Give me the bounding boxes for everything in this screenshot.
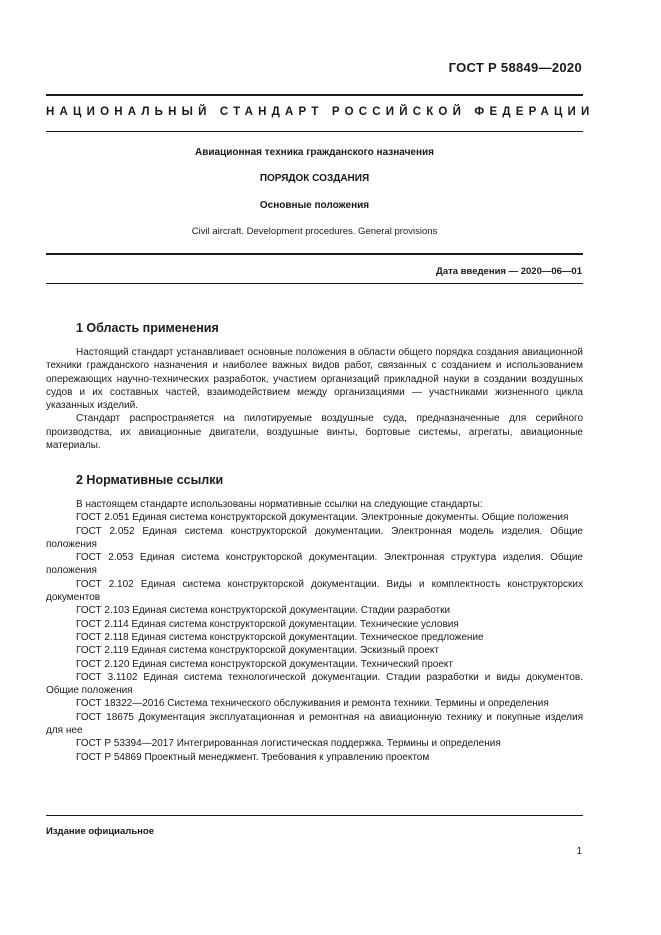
references-intro: В настоящем стандарте использованы нормативные ссылки на следующие стандарты: (76, 499, 483, 510)
reference-item: ГОСТ 2.053 Единая система конструкторской документации. Электронная структура изделия. Общие положения (46, 552, 583, 577)
reference-item: ГОСТ Р 53394—2017 Интегрированная логистическая поддержка. Термины и определения (76, 738, 501, 750)
reference-item: ГОСТ 2.102 Единая система конструкторской документации. Виды и комплектность конструкторских документов (46, 578, 583, 604)
reference-item: ГОСТ 2.118 Единая система конструкторской документации. Техническое предложение (76, 631, 484, 643)
reference-item: ГОСТ 3.1102 Единая система технологической документации. Стадии разработки и виды документов. Общие положения (46, 671, 583, 697)
reference-item: ГОСТ 2.052 Единая система конструкторской документации. Электронная модель изделия. Общие положения (46, 525, 583, 550)
section-1-paragraph: Настоящий стандарт устанавливает основные положения в области общего порядка создания авиационной техники гражданского назначения и наиболее важных видов работ, связанных с созданием и использованием опережающих научно-технических разработок, участием организаций прикладной науки в создании воздушных судов и их составных частей, взаимодействием между организациями — участниками жизненного цикла указанных изделий. (46, 347, 583, 412)
page-number: 1 (576, 846, 582, 857)
banner-rule (46, 131, 583, 132)
official-edition-label: Издание официальное (46, 826, 154, 837)
section-1-paragraph: Стандарт распространяется на пилотируемые воздушные суда, предназначенные для серийного производства, их авиационные двигатели, воздушные винты, бортовые системы, агрегаты, авиационные материалы. (46, 413, 583, 452)
section-1-body (46, 346, 583, 452)
title-line-1: Авиационная техника гражданского назначения (195, 147, 434, 158)
reference-item: ГОСТ 18675 Документация эксплуатационная и ремонтная на авиационную технику и покупные изделия для нее (46, 711, 583, 737)
top-rule (46, 94, 583, 96)
section-1-heading: 1 Область применения (76, 321, 219, 335)
reference-item: ГОСТ 2.120 Единая система конструкторской документации. Технический проект (76, 658, 453, 670)
reference-item: ГОСТ 2.103 Единая система конструкторской документации. Стадии разработки (76, 605, 451, 617)
date-rule (46, 283, 583, 284)
reference-item: ГОСТ 2.114 Единая система конструкторской документации. Технические условия (76, 618, 459, 630)
section-2-heading: 2 Нормативные ссылки (76, 473, 224, 487)
title-rule (46, 253, 583, 255)
title-line-3: Основные положения (259, 200, 370, 211)
national-standard-banner: НАЦИОНАЛЬНЫЙ СТАНДАРТ РОССИЙСКОЙ ФЕДЕРАЦИИ (46, 106, 595, 118)
reference-item: ГОСТ 18322—2016 Система технического обслуживания и ремонта техники. Термины и определения (76, 698, 549, 710)
footer-rule (46, 815, 583, 816)
section-2-body (46, 498, 583, 764)
standard-code: ГОСТ Р 58849—2020 (448, 60, 582, 75)
reference-item: ГОСТ Р 54869 Проектный менеджмент. Требования к управлению проектом (76, 751, 430, 763)
introduction-date: Дата введения — 2020—06—01 (436, 266, 582, 277)
title-line-2: ПОРЯДОК СОЗДАНИЯ (259, 173, 370, 184)
reference-item: ГОСТ 2.119 Единая система конструкторской документации. Эскизный проект (76, 645, 439, 657)
reference-item: ГОСТ 2.051 Единая система конструкторской документации. Электронные документы. Общие положения (76, 512, 569, 524)
title-english: Civil aircraft. Development procedures. General provisions (191, 226, 438, 237)
